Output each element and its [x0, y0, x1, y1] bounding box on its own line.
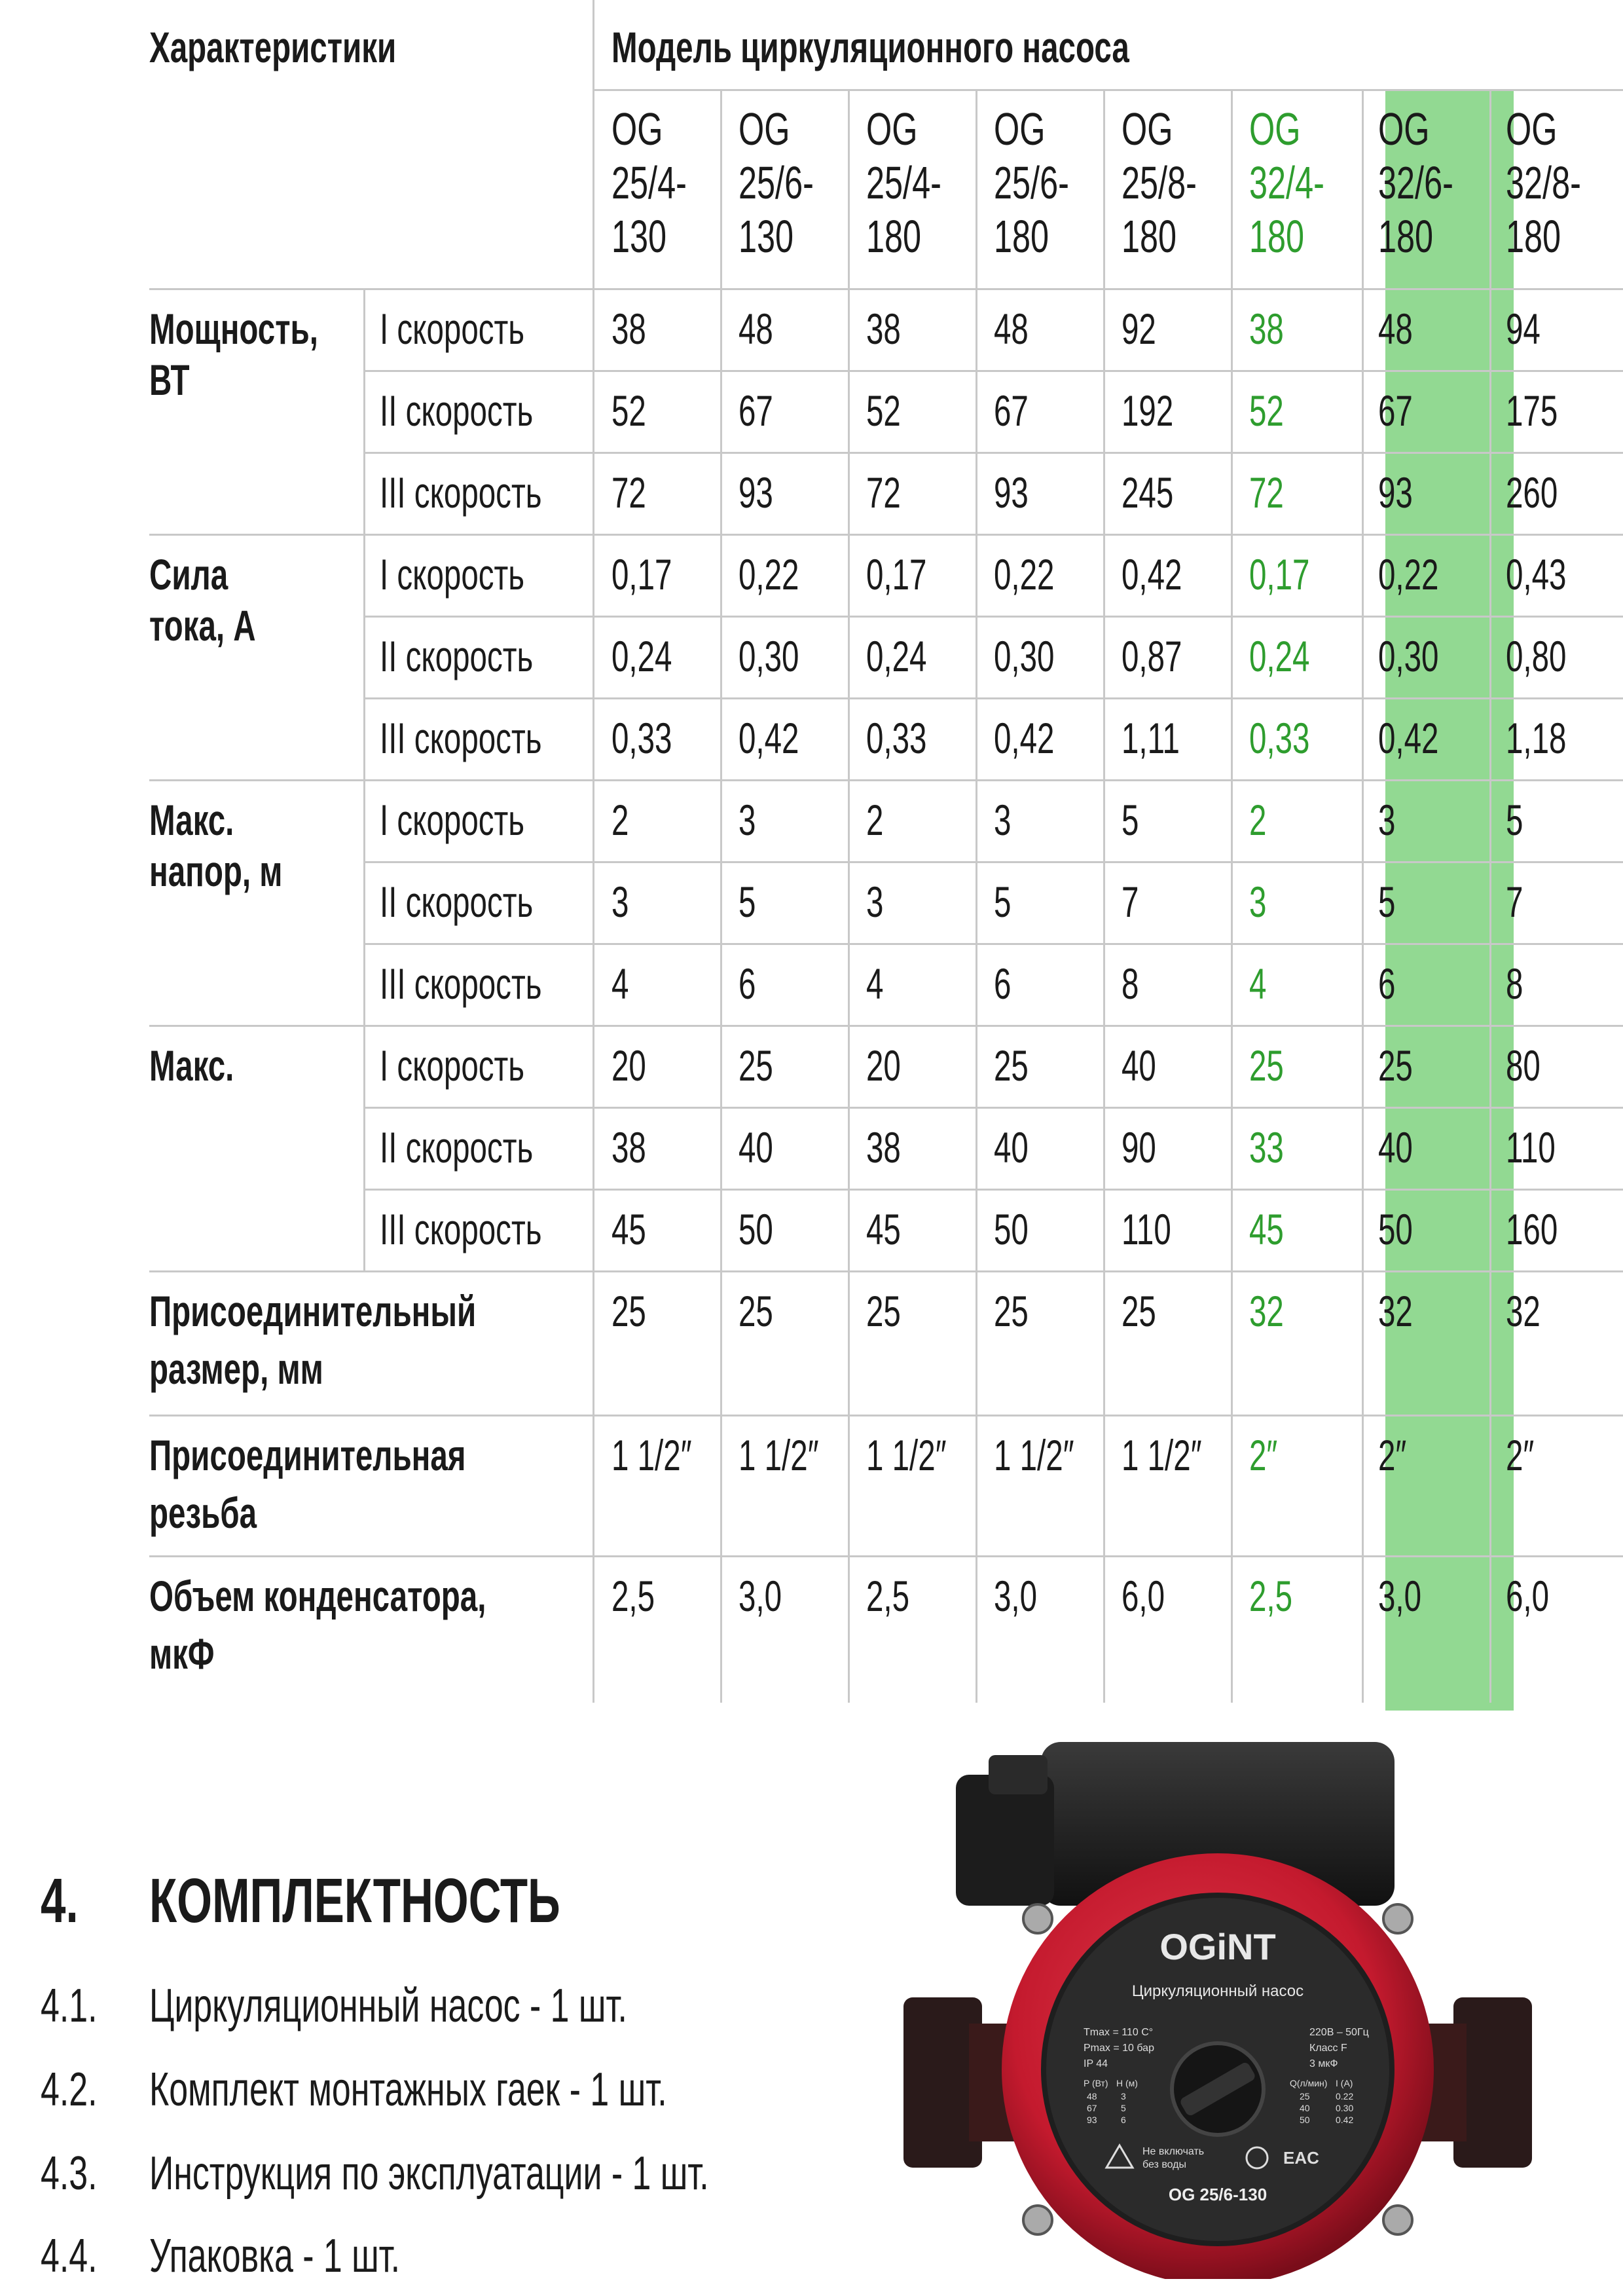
model-header-line: 180 — [1378, 211, 1434, 262]
table-cell: 192 — [1122, 386, 1174, 435]
table-cell: 92 — [1122, 305, 1156, 353]
table-cell: 0,42 — [994, 714, 1055, 762]
pump-subtitle: Циркуляционный насос — [1131, 1982, 1304, 2000]
table-cell: 40 — [739, 1123, 773, 1172]
table-cell: 3 — [1378, 796, 1396, 844]
model-header-line: OG — [611, 103, 663, 155]
model-header — [1249, 102, 1324, 263]
group-label: Мощность, — [149, 305, 318, 353]
table-cell: 4 — [1249, 959, 1267, 1008]
model-header-line: 180 — [1249, 211, 1305, 262]
table-cell: 3 — [739, 796, 756, 844]
divider-vertical — [976, 89, 977, 1703]
table-cell: 25 — [739, 1041, 773, 1090]
table-cell: 3,0 — [994, 1572, 1038, 1620]
divider-horizontal — [593, 89, 1623, 91]
table-cell: 5 — [1122, 796, 1139, 844]
table-cell: 110 — [1506, 1123, 1556, 1172]
group-label: Сила — [149, 550, 228, 599]
table-cell: 48 — [994, 305, 1029, 353]
pump-model: OG 25/6-130 — [1168, 2185, 1267, 2204]
mini-cell: 5 — [1121, 2103, 1126, 2113]
table-cell: 0,43 — [1506, 550, 1567, 599]
model-header-line: 130 — [739, 211, 794, 262]
mini-cell: 50 — [1300, 2115, 1310, 2125]
bolt-icon — [1383, 2206, 1412, 2234]
table-cell: 20 — [611, 1041, 646, 1090]
table-cell: 0,33 — [866, 714, 927, 762]
divider-horizontal — [149, 1025, 1623, 1027]
table-cell: 0,24 — [611, 632, 672, 680]
list-item-number: 4.1. — [41, 1980, 98, 2032]
table-cell: 25 — [1249, 1041, 1284, 1090]
mini-cell: 6 — [1121, 2115, 1126, 2125]
table-cell: 0,42 — [1122, 550, 1182, 599]
divider-horizontal — [363, 861, 1623, 863]
table-cell: 38 — [1249, 305, 1284, 353]
table-cell: 25 — [739, 1287, 773, 1335]
table-cell: 48 — [739, 305, 773, 353]
table-cell: 94 — [1506, 305, 1541, 353]
divider-vertical — [1362, 89, 1364, 1703]
model-header-line: 25/6- — [994, 157, 1069, 208]
list-item-number: 4.4. — [41, 2230, 98, 2282]
table-cell: 3 — [1249, 878, 1267, 926]
table-cell: 3 — [994, 796, 1012, 844]
table-cell: 38 — [866, 1123, 901, 1172]
mini-cell: 0.42 — [1336, 2115, 1354, 2125]
table-cell: 1 1/2″ — [1122, 1431, 1202, 1479]
bolt-icon — [1023, 1904, 1052, 1933]
list-item: Упаковка - 1 шт. — [149, 2230, 401, 2282]
pump-photo — [890, 1716, 1571, 2279]
speed-label: II скорость — [380, 386, 534, 435]
table-cell: 6,0 — [1506, 1572, 1550, 1620]
table-cell: 1,18 — [1506, 714, 1567, 762]
spec-right-line: 220В – 50Гц — [1309, 2027, 1369, 2038]
table-cell: 40 — [994, 1123, 1029, 1172]
list-item: Комплект монтажных гаек - 1 шт. — [149, 2064, 667, 2116]
divider-horizontal — [363, 616, 1623, 618]
table-cell: 32 — [1378, 1287, 1413, 1335]
table-cell: 45 — [1249, 1205, 1284, 1253]
table-cell: 0,87 — [1122, 632, 1182, 680]
row-label: резьба — [149, 1489, 257, 1537]
table-cell: 0,30 — [739, 632, 799, 680]
table-cell: 3 — [611, 878, 629, 926]
list-item-number: 4.2. — [41, 2064, 98, 2116]
table-cell: 67 — [994, 386, 1029, 435]
model-header-line: 180 — [1122, 211, 1177, 262]
speed-label: II скорость — [380, 632, 534, 680]
model-header-line: 180 — [1506, 211, 1561, 262]
table-cell: 5 — [1506, 796, 1523, 844]
model-header — [611, 102, 687, 263]
mini-cell: 3 — [1121, 2091, 1126, 2102]
speed-label: I скорость — [380, 796, 525, 844]
model-header-line: 25/4- — [866, 157, 941, 208]
divider-vertical — [593, 0, 594, 1703]
speed-label: I скорость — [380, 550, 525, 599]
warning-text: Не включать — [1142, 2146, 1205, 2157]
table-cell: 25 — [866, 1287, 901, 1335]
model-header-line: 25/6- — [739, 157, 814, 208]
mini-head: Q(л/мин) — [1290, 2078, 1328, 2088]
divider-horizontal — [149, 534, 1623, 536]
table-cell: 2″ — [1506, 1431, 1535, 1479]
model-header-line: 25/4- — [611, 157, 687, 208]
eac-mark: EAC — [1283, 2148, 1319, 2168]
model-header — [866, 102, 941, 263]
table-cell: 160 — [1506, 1205, 1558, 1253]
table-cell: 260 — [1506, 468, 1558, 517]
list-item: Циркуляционный насос - 1 шт. — [149, 1980, 627, 2032]
model-header-line: 180 — [994, 211, 1049, 262]
table-cell: 45 — [866, 1205, 901, 1253]
table-cell: 72 — [866, 468, 901, 517]
mini-cell: 67 — [1087, 2103, 1097, 2113]
mini-cell: 0.30 — [1336, 2103, 1354, 2113]
speed-label: II скорость — [380, 878, 534, 926]
table-cell: 0,22 — [994, 550, 1055, 599]
divider-horizontal — [149, 779, 1623, 781]
table-cell: 52 — [611, 386, 646, 435]
divider-horizontal — [363, 1189, 1623, 1191]
model-header-line: 32/8- — [1506, 157, 1581, 208]
divider-vertical — [1103, 89, 1105, 1703]
row-label: размер, мм — [149, 1344, 323, 1393]
table-cell: 0,22 — [739, 550, 799, 599]
mini-cell: 25 — [1300, 2091, 1310, 2102]
divider-horizontal — [363, 452, 1623, 454]
table-cell: 0,33 — [611, 714, 672, 762]
mini-cell: 48 — [1087, 2091, 1097, 2102]
bolt-icon — [1383, 1904, 1412, 1933]
table-cell: 2,5 — [866, 1572, 910, 1620]
table-cell: 6 — [1378, 959, 1396, 1008]
model-header-line: OG — [1122, 103, 1173, 155]
table-cell: 1 1/2″ — [611, 1431, 692, 1479]
table-cell: 0,42 — [1378, 714, 1439, 762]
table-cell: 1 1/2″ — [866, 1431, 947, 1479]
warning-text: без воды — [1142, 2159, 1187, 2170]
table-cell: 2″ — [1378, 1431, 1407, 1479]
divider-horizontal — [363, 943, 1623, 945]
divider-vertical — [848, 89, 850, 1703]
model-header-line: 32/4- — [1249, 157, 1324, 208]
table-cell: 40 — [1378, 1123, 1413, 1172]
table-cell: 25 — [994, 1287, 1029, 1335]
group-label: Макс. — [149, 1041, 234, 1090]
spec-right-line: 3 мкФ — [1309, 2058, 1338, 2069]
model-header-line: OG — [994, 103, 1046, 155]
table-cell: 6 — [739, 959, 756, 1008]
table-cell: 0,17 — [866, 550, 927, 599]
group-label: напор, м — [149, 847, 283, 895]
model-header — [994, 102, 1069, 263]
header-characteristics: Характеристики — [149, 23, 397, 71]
model-header-line: OG — [1249, 103, 1301, 155]
divider-horizontal — [363, 1107, 1623, 1109]
table-cell: 45 — [611, 1205, 646, 1253]
speed-label: III скорость — [380, 1205, 542, 1253]
row-label: Объем конденсатора, — [149, 1572, 486, 1620]
spec-table — [149, 0, 1623, 1703]
list-item-number: 4.3. — [41, 2147, 98, 2200]
table-cell: 8 — [1506, 959, 1523, 1008]
table-cell: 90 — [1122, 1123, 1156, 1172]
speed-label: I скорость — [380, 305, 525, 353]
mini-head: P (Вт) — [1084, 2078, 1108, 2088]
model-header-line: OG — [866, 103, 918, 155]
group-label: Макс. — [149, 796, 234, 844]
header-model: Модель циркуляционного насоса — [611, 23, 1129, 71]
table-cell: 7 — [1506, 878, 1523, 926]
table-cell: 80 — [1506, 1041, 1541, 1090]
table-cell: 67 — [1378, 386, 1413, 435]
model-header — [1506, 102, 1581, 263]
divider-vertical — [1489, 89, 1491, 1703]
table-cell: 93 — [1378, 468, 1413, 517]
table-cell: 25 — [611, 1287, 646, 1335]
table-cell: 5 — [1378, 878, 1396, 926]
table-cell: 33 — [1249, 1123, 1284, 1172]
mini-cell: 0.22 — [1336, 2091, 1354, 2102]
divider-horizontal — [149, 1270, 1623, 1272]
speed-label: II скорость — [380, 1123, 534, 1172]
table-cell: 38 — [611, 305, 646, 353]
table-cell: 3,0 — [1378, 1572, 1422, 1620]
mini-cell: 40 — [1300, 2103, 1310, 2113]
table-cell: 2,5 — [1249, 1572, 1293, 1620]
list-item: Инструкция по эксплуатации - 1 шт. — [149, 2147, 709, 2200]
model-header-line: OG — [1506, 103, 1558, 155]
table-cell: 2 — [611, 796, 629, 844]
divider-vertical — [720, 89, 722, 1703]
table-cell: 4 — [611, 959, 629, 1008]
table-cell: 5 — [739, 878, 756, 926]
divider-horizontal — [363, 697, 1623, 699]
divider-horizontal — [363, 370, 1623, 372]
model-header-line: OG — [1378, 103, 1430, 155]
table-cell: 2 — [866, 796, 884, 844]
section-number: 4. — [41, 1866, 79, 1936]
mini-head: H (м) — [1116, 2078, 1138, 2088]
table-cell: 50 — [1378, 1205, 1413, 1253]
divider-horizontal — [149, 288, 1623, 290]
model-header — [1378, 102, 1453, 263]
table-cell: 8 — [1122, 959, 1139, 1008]
mini-cell: 93 — [1087, 2115, 1097, 2125]
bolt-icon — [1023, 2206, 1052, 2234]
table-cell: 72 — [1249, 468, 1284, 517]
table-cell: 38 — [866, 305, 901, 353]
table-cell: 0,80 — [1506, 632, 1567, 680]
table-cell: 0,33 — [1249, 714, 1310, 762]
row-label: Присоединительная — [149, 1431, 466, 1479]
table-cell: 38 — [611, 1123, 646, 1172]
table-cell: 0,30 — [994, 632, 1055, 680]
model-header — [1122, 102, 1197, 263]
model-header-line: 25/8- — [1122, 157, 1197, 208]
table-cell: 0,30 — [1378, 632, 1439, 680]
table-cell: 50 — [739, 1205, 773, 1253]
section-title: КОМПЛЕКТНОСТЬ — [149, 1866, 560, 1936]
table-cell: 175 — [1506, 386, 1558, 435]
divider-horizontal — [149, 1415, 1623, 1416]
table-cell: 2″ — [1249, 1431, 1278, 1479]
table-cell: 0,17 — [1249, 550, 1310, 599]
table-cell: 25 — [1378, 1041, 1413, 1090]
model-header-line: 32/6- — [1378, 157, 1453, 208]
group-label: тока, А — [149, 601, 256, 650]
speed-label: III скорость — [380, 714, 542, 762]
table-cell: 2 — [1249, 796, 1267, 844]
table-cell: 245 — [1122, 468, 1174, 517]
table-cell: 1 1/2″ — [994, 1431, 1074, 1479]
table-cell: 93 — [739, 468, 773, 517]
table-cell: 32 — [1506, 1287, 1541, 1335]
table-cell: 1 1/2″ — [739, 1431, 819, 1479]
model-header-line: 180 — [866, 211, 922, 262]
table-cell: 93 — [994, 468, 1029, 517]
table-cell: 32 — [1249, 1287, 1284, 1335]
divider-horizontal — [149, 1555, 1623, 1557]
table-cell: 67 — [739, 386, 773, 435]
table-cell: 1,11 — [1122, 714, 1180, 762]
table-cell: 7 — [1122, 878, 1139, 926]
spec-left-line: Pmax = 10 бар — [1084, 2043, 1154, 2054]
table-cell: 72 — [611, 468, 646, 517]
table-cell: 0,42 — [739, 714, 799, 762]
model-header-line: 130 — [611, 211, 667, 262]
spec-left-line: Tmax = 110 C° — [1084, 2027, 1154, 2038]
table-cell: 0,22 — [1378, 550, 1439, 599]
model-header-line: OG — [739, 103, 790, 155]
speed-label: III скорость — [380, 468, 542, 517]
table-cell: 25 — [1122, 1287, 1156, 1335]
pump-brand: OGiNT — [1159, 1926, 1276, 1967]
table-cell: 6,0 — [1122, 1572, 1165, 1620]
spec-left-line: IP 44 — [1084, 2058, 1108, 2069]
table-cell: 4 — [866, 959, 884, 1008]
table-cell: 5 — [994, 878, 1012, 926]
table-cell: 52 — [866, 386, 901, 435]
table-cell: 2,5 — [611, 1572, 655, 1620]
table-cell: 110 — [1122, 1205, 1171, 1253]
row-label: мкФ — [149, 1629, 215, 1678]
table-cell: 52 — [1249, 386, 1284, 435]
model-header — [739, 102, 814, 263]
row-label: Присоединительный — [149, 1287, 477, 1335]
table-cell: 3,0 — [739, 1572, 782, 1620]
spec-right-line: Класс F — [1309, 2043, 1347, 2054]
divider-vertical — [1231, 89, 1233, 1703]
speed-label: III скорость — [380, 959, 542, 1008]
group-label: ВТ — [149, 356, 190, 404]
table-cell: 25 — [994, 1041, 1029, 1090]
table-cell: 50 — [994, 1205, 1029, 1253]
mini-head: I (A) — [1336, 2078, 1353, 2088]
speed-label: I скорость — [380, 1041, 525, 1090]
table-cell: 40 — [1122, 1041, 1156, 1090]
table-cell: 0,17 — [611, 550, 672, 599]
table-cell: 6 — [994, 959, 1012, 1008]
table-cell: 0,24 — [866, 632, 927, 680]
table-cell: 3 — [866, 878, 884, 926]
table-cell: 20 — [866, 1041, 901, 1090]
table-cell: 0,24 — [1249, 632, 1310, 680]
table-cell: 48 — [1378, 305, 1413, 353]
